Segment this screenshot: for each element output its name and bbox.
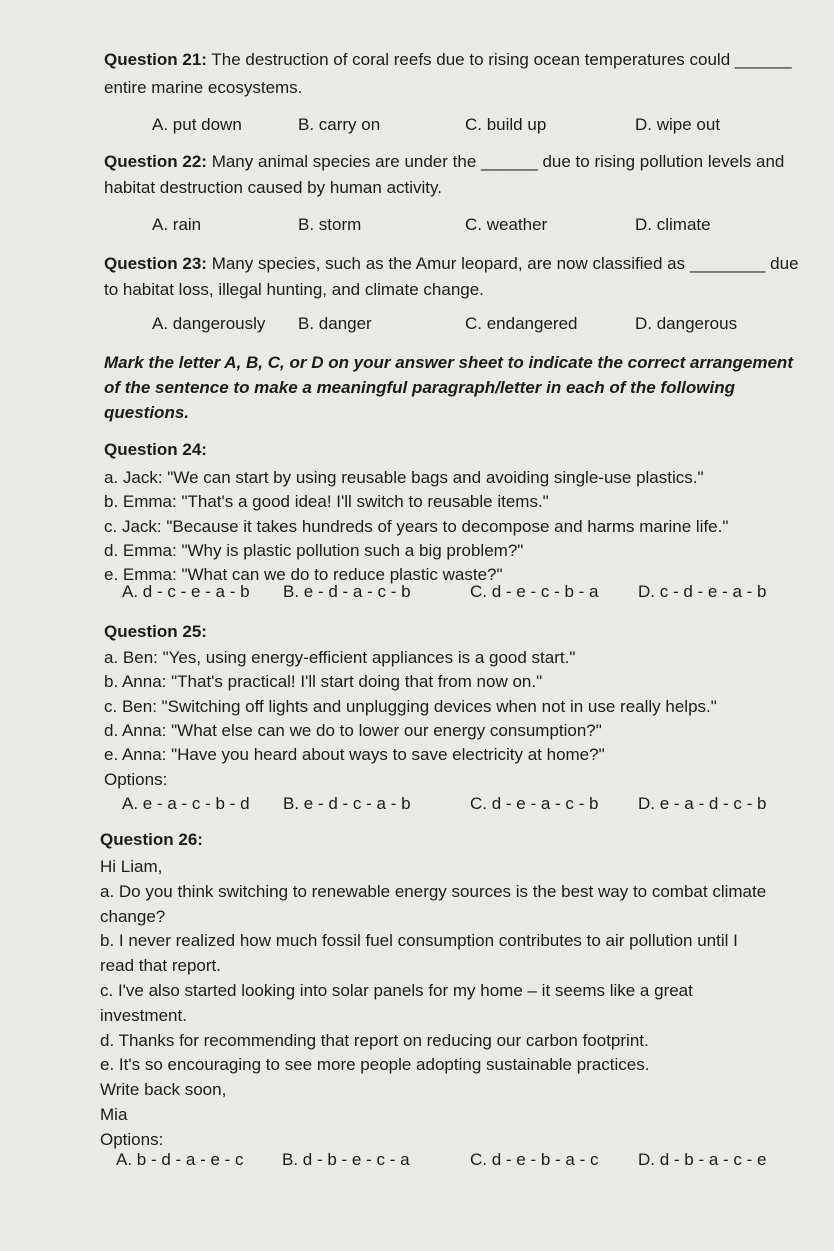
q26-closing: Write back soon, [100,1080,227,1099]
q26-options-label: Options: [100,1130,164,1149]
q24-line-d: d. Emma: "Why is plastic pollution such a big problem?" [104,541,524,560]
q24-line-c: c. Jack: "Because it takes hundreds of years to decompose and harms marine life." [104,517,729,536]
q25-option-c[interactable]: C. d - e - a - c - b [470,794,599,813]
q23-stem-line2: to habitat loss, illegal hunting, and climate change. [104,280,484,299]
q26-option-c[interactable]: C. d - e - b - a - c [470,1150,599,1169]
q26-option-a[interactable]: A. b - d - a - e - c [116,1150,244,1169]
q26-line-a-cont: change? [100,907,166,926]
q23-option-b[interactable]: B. danger [298,314,372,333]
q22-stem-line1 [104,152,784,172]
q26-line-d: d. Thanks for recommending that report on reducing our carbon footprint. [100,1031,649,1050]
q23-text: Many species, such as the Amur leopard, are now classified as ________ due [206,254,799,273]
q21-stem-line1 [104,50,792,70]
q25-line-c: c. Ben: "Switching off lights and unplugging devices when not in use really helps." [104,697,717,716]
q21-stem-line2: entire marine ecosystems. [104,78,303,97]
q22-stem-line2: habitat destruction caused by human activity. [104,178,442,197]
q25-option-a[interactable]: A. e - a - c - b - d [122,794,250,813]
q26-line-c: c. I've also started looking into solar panels for my home – it seems like a great [100,981,693,1000]
q25-label: Question 25: [104,622,207,641]
q24-option-a[interactable]: A. d - c - e - a - b [122,582,250,601]
q22-option-d[interactable]: D. climate [635,215,711,234]
q21-option-a[interactable]: A. put down [152,115,242,134]
q26-label: Question 26: [100,830,203,849]
q22-text: Many animal species are under the ______ due to rising pollution levels and [206,152,785,171]
q26-line-b: b. I never realized how much fossil fuel consumption contributes to air pollution until I [100,931,738,950]
q25-option-b[interactable]: B. e - d - c - a - b [283,794,411,813]
q23-stem-line1 [104,254,799,274]
q24-line-b: b. Emma: "That's a good idea! I'll switch to reusable items." [104,492,549,511]
q26-option-b[interactable]: B. d - b - e - c - a [282,1150,410,1169]
q23-option-a[interactable]: A. dangerously [152,314,266,333]
q22-label: Question 22: [104,152,207,171]
q23-label: Question 23: [104,254,207,273]
q26-option-d[interactable]: D. d - b - a - c - e [638,1150,767,1169]
q26-line-c-cont: investment. [100,1006,187,1025]
q25-line-b: b. Anna: "That's practical! I'll start doing that from now on." [104,672,543,691]
q21-option-c[interactable]: C. build up [465,115,547,134]
q23-option-c[interactable]: C. endangered [465,314,578,333]
q26-signature: Mia [100,1105,128,1124]
q25-line-a: a. Ben: "Yes, using energy-efficient appliances is a good start." [104,648,576,667]
q21-label: Question 21: [104,50,207,69]
q26-line-e: e. It's so encouraging to see more people adopting sustainable practices. [100,1055,650,1074]
q24-option-d[interactable]: D. c - d - e - a - b [638,582,767,601]
q23-option-d[interactable]: D. dangerous [635,314,738,333]
instruction-line3: questions. [104,403,190,422]
q24-option-b[interactable]: B. e - d - a - c - b [283,582,411,601]
q21-text: The destruction of coral reefs due to rising ocean temperatures could ______ [206,50,792,69]
q21-option-b[interactable]: B. carry on [298,115,381,134]
q24-line-a: a. Jack: "We can start by using reusable bags and avoiding single-use plastics." [104,468,704,487]
q26-line-a: a. Do you think switching to renewable energy sources is the best way to combat climate [100,882,767,901]
q26-greeting: Hi Liam, [100,857,163,876]
q25-option-d[interactable]: D. e - a - d - c - b [638,794,767,813]
q21-option-d[interactable]: D. wipe out [635,115,721,134]
q24-label: Question 24: [104,440,207,459]
q22-option-a[interactable]: A. rain [152,215,202,234]
q22-option-b[interactable]: B. storm [298,215,362,234]
q25-options-label: Options: [104,770,168,789]
instruction-line2: of the sentence to make a meaningful paragraph/letter in each of the following [104,378,735,397]
q26-line-b-cont: read that report. [100,956,221,975]
q24-option-c[interactable]: C. d - e - c - b - a [470,582,599,601]
instruction-line1: Mark the letter A, B, C, or D on your answer sheet to indicate the correct arrangement [104,353,793,372]
q25-line-d: d. Anna: "What else can we do to lower our energy consumption?" [104,721,602,740]
q25-line-e: e. Anna: "Have you heard about ways to save electricity at home?" [104,745,605,764]
q22-option-c[interactable]: C. weather [465,215,548,234]
q24-line-e: e. Emma: "What can we do to reduce plastic waste?" [104,565,503,584]
